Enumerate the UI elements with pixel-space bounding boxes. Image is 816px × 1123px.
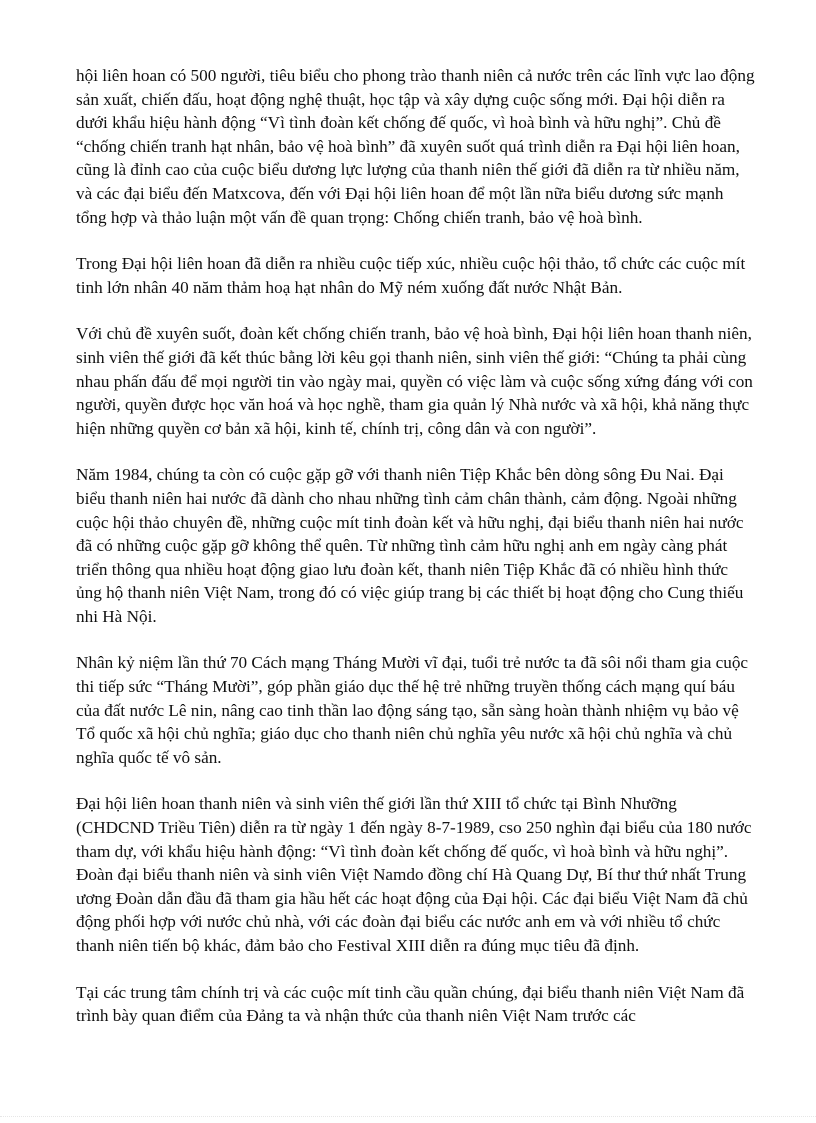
paragraph-festival-xiii: Đại hội liên hoan thanh niên và sinh viên thế giới lần thứ XIII tổ chức tại Bình Nhưỡng (CHDCND Triều Tiên) diễn ra từ ngày 1 đến ngày 8-7-1989, cso 250 nghìn đại biểu của 180 nước tham dự, với khẩu hiệu hành động: “Vì tình đoàn kết chống đế quốc, vì hoà bình và hữu nghị”. Đoàn đại biểu thanh niên và sinh viên Việt Namdo đồng chí Hà Quang Dự, Bí thư thứ nhất Trung ương Đoàn dẫn đầu đã tham gia hầu hết các hoạt động của Đại hội. Các đại biểu Việt Nam đã chủ động phối hợp với nước chủ nhà, với các đoàn đại biểu các nước anh em và với nhiều tổ chức thanh niên tiến bộ khác, đảm bảo cho Festival XIII diễn ra đúng mục tiêu đã định. [76,794,752,955]
paragraph-meetings-seminars: Trong Đại hội liên hoan đã diễn ra nhiều cuộc tiếp xúc, nhiều cuộc hội thảo, tổ chức các cuộc mít tinh lớn nhân 40 năm thảm hoạ hạt nhân do Mỹ ném xuống đất nước Nhật Bản. [76,254,746,297]
document-page [76,64,756,1028]
paragraph-october-revolution: Nhân kỷ niệm lần thứ 70 Cách mạng Tháng Mười vĩ đại, tuổi trẻ nước ta đã sôi nổi tham gia cuộc thi tiếp sức “Tháng Mười”, góp phần giáo dục thế hệ trẻ những truyền thống cách mạng quí báu của đất nước Lê nin, nâng cao tinh thần lao động sáng tạo, sẵn sàng hoàn thành nhiệm vụ bảo vệ Tổ quốc xã hội chủ nghĩa; giáo dục cho thanh niên chủ nghĩa yêu nước xã hội chủ nghĩa và chủ nghĩa quốc tế vô sản. [76,653,749,767]
paragraph-closing-appeal: Với chủ đề xuyên suốt, đoàn kết chống chiến tranh, bảo vệ hoà bình, Đại hội liên hoan thanh niên, sinh viên thế giới đã kết thúc bằng lời kêu gọi thanh niên, sinh viên thế giới: “Chúng ta phải cùng nhau phấn đấu để mọi người tin vào ngày mai, quyền có việc làm và cuộc sống xứng đáng với con người, quyền được học văn hoá và học nghề, tham gia quản lý Nhà nước và xã hội, khả năng thực hiện những quyền cơ bản xã hội, kinh tế, chính trị, công dân và con người”. [76,324,753,438]
paragraph-czechoslovak-meeting: Năm 1984, chúng ta còn có cuộc gặp gỡ với thanh niên Tiệp Khắc bên dòng sông Đu Nai. Đại biểu thanh niên hai nước đã dành cho nhau những tình cảm chân thành, cảm động. Ngoài những cuộc hội thảo chuyên đề, những cuộc mít tinh đoàn kết và hữu nghị, đại biểu thanh niên hai nước đã có những cuộc gặp gỡ không thể quên. Từ những tình cảm hữu nghị anh em ngày càng phát triển thông qua nhiều hoạt động giao lưu đoàn kết, thanh niên Tiệp Khắc đã có nhiều hình thức ủng hộ thanh niên Việt Nam, trong đó có việc giúp trang bị các thiết bị hoạt động cho Cung thiếu nhi Hà Nội. [76,465,744,626]
page-bottom-divider [0,1116,816,1117]
paragraph-festival-participants: hội liên hoan có 500 người, tiêu biểu cho phong trào thanh niên cả nước trên các lĩnh vực lao động sản xuất, chiến đấu, hoạt động nghệ thuật, học tập và xây dựng cuộc sống mới. Đại hội diễn ra dưới khẩu hiệu hành động “Vì tình đoàn kết chống đế quốc, vì hoà bình và hữu nghị”. Chủ đề “chống chiến tranh hạt nhân, bảo vệ hoà bình” đã xuyên suốt quá trình diễn ra Đại hội liên hoan, cũng là đỉnh cao của cuộc biểu dương lực lượng của thanh niên thế giới đã diễn ra từ nhiều năm, và các đại biểu đến Matxcova, đến với Đại hội liên hoan để một lần nữa biểu dương sức mạnh tổng hợp và thảo luận một vấn đề quan trọng: Chống chiến tranh, bảo vệ hoà bình. [76,66,755,227]
paragraph-political-centers: Tại các trung tâm chính trị và các cuộc mít tinh cầu quần chúng, đại biểu thanh niên Việt Nam đã trình bày quan điểm của Đảng ta và nhận thức của thanh niên Việt Nam trước các [76,982,745,1026]
